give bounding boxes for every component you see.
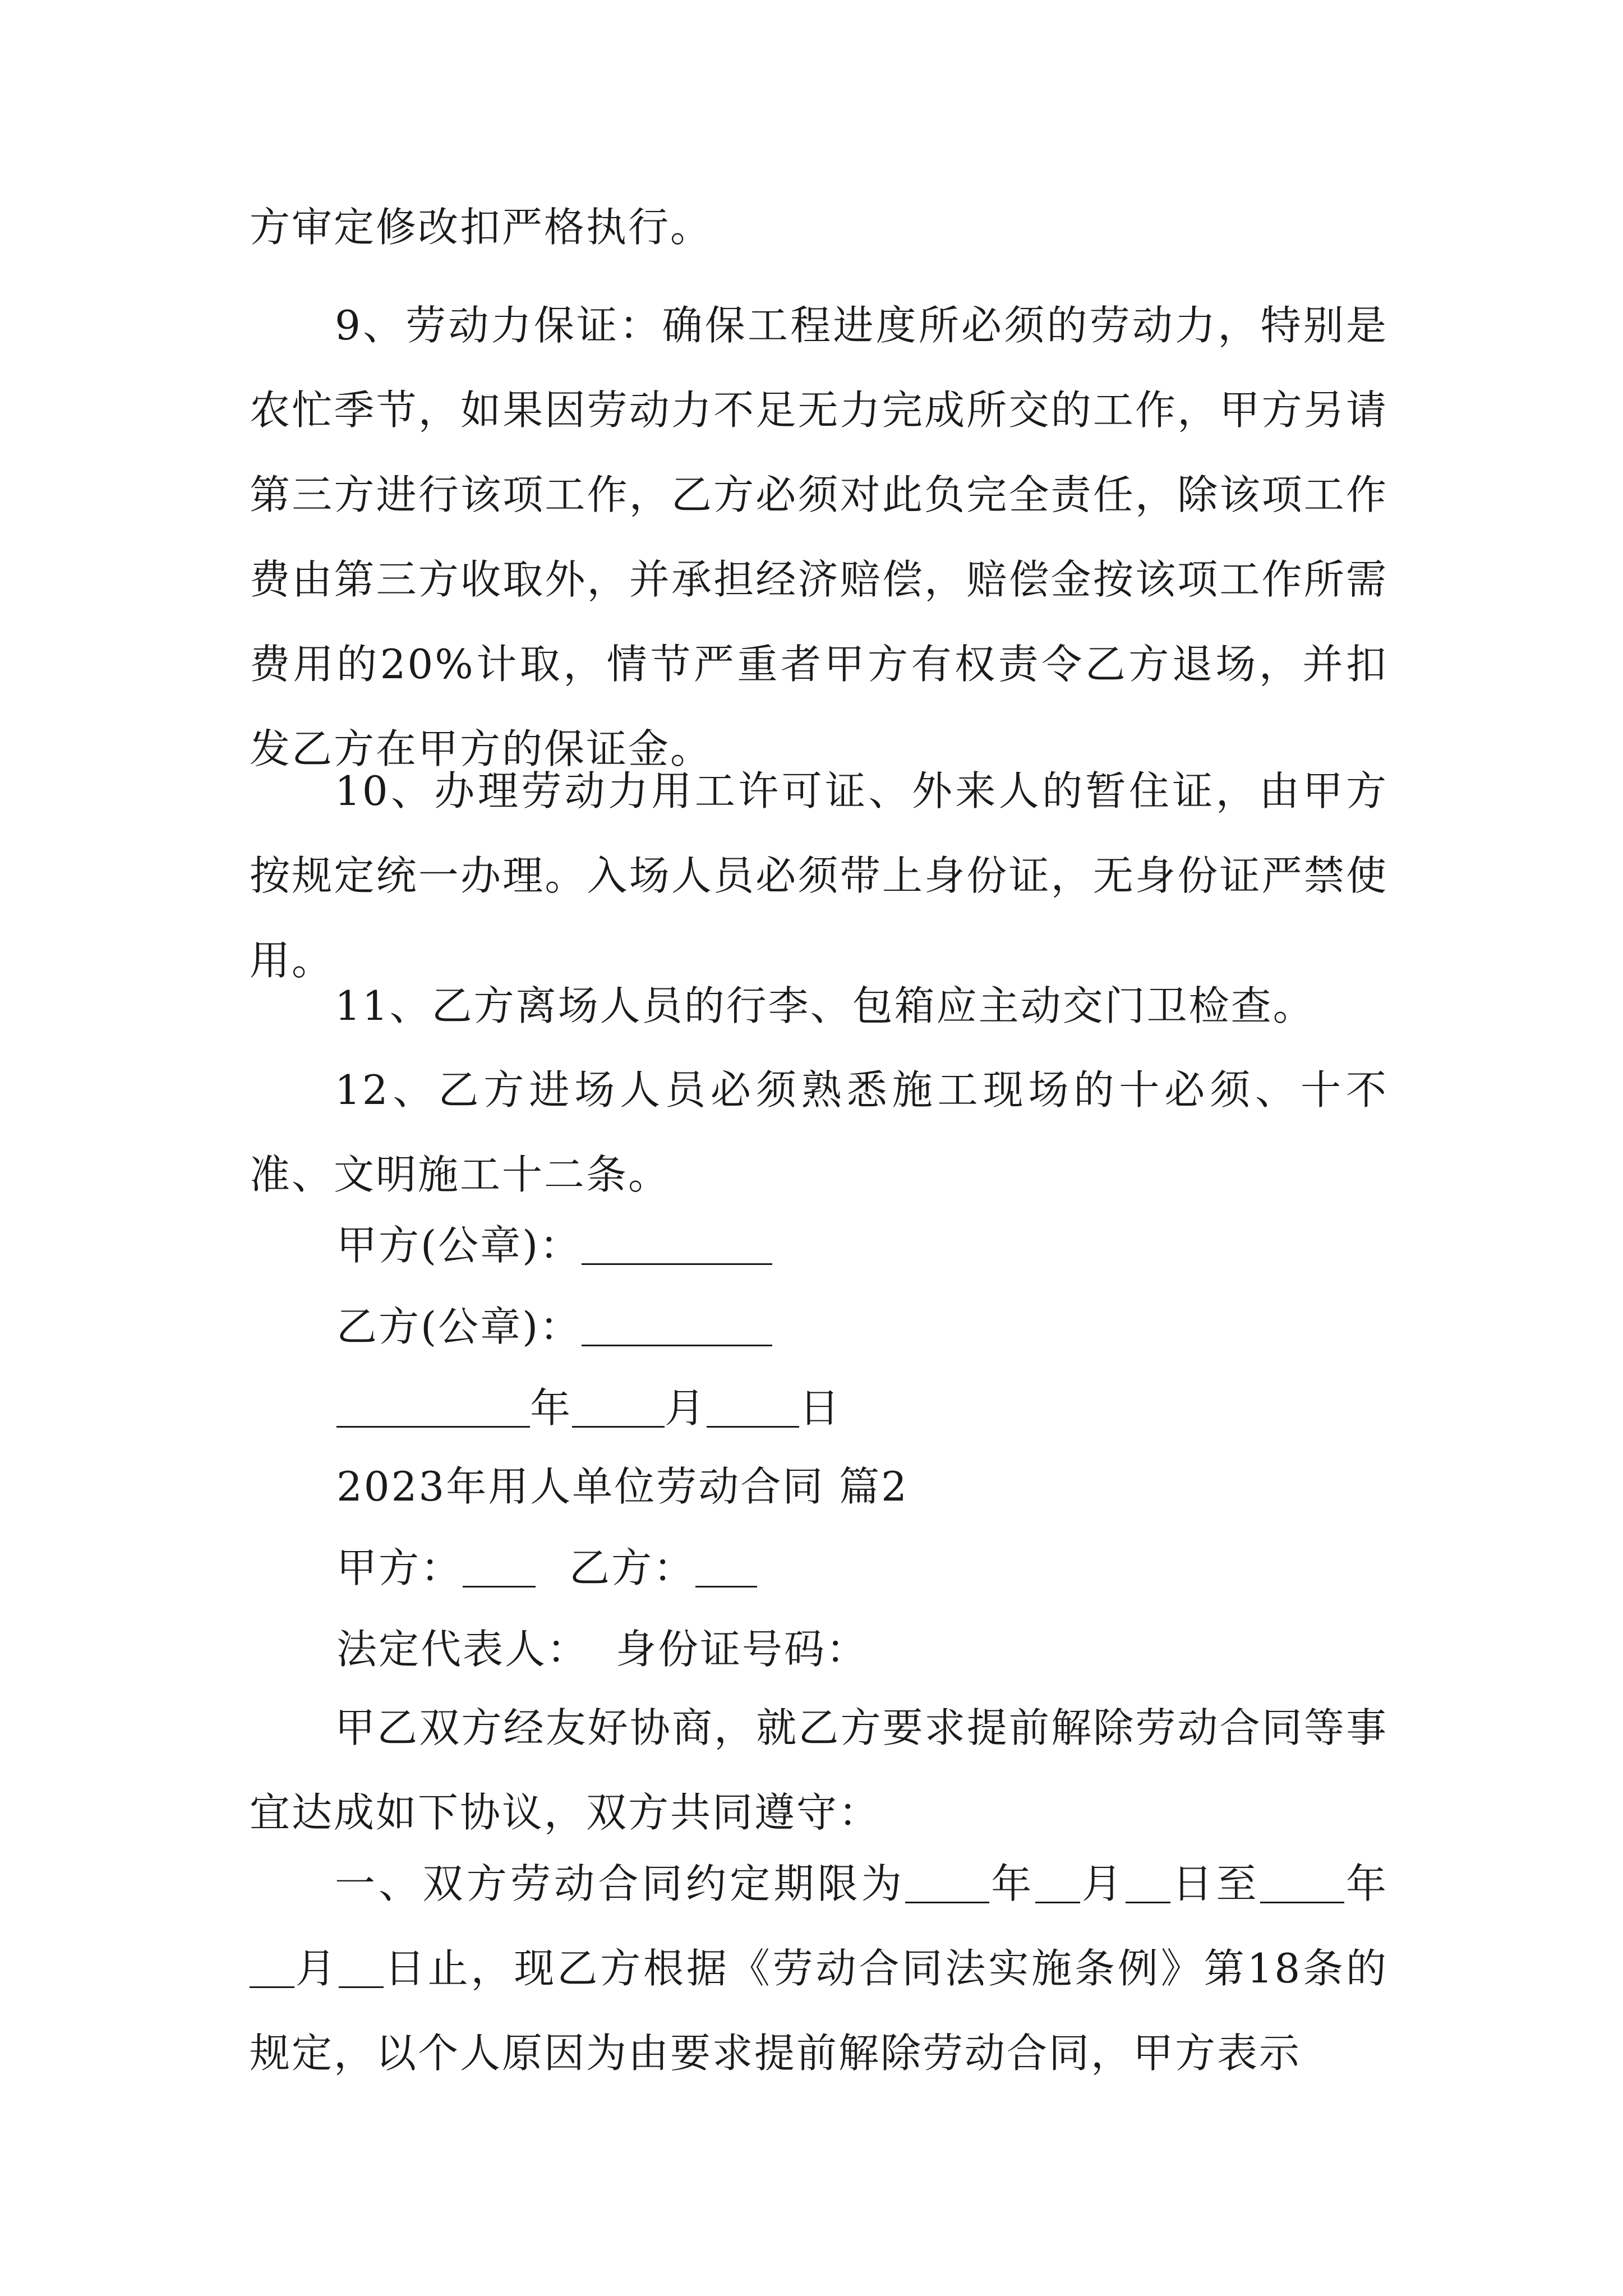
contract-2-party-a-blank[interactable]: [463, 1542, 536, 1588]
year-suffix: 年: [530, 1384, 573, 1432]
day-suffix: 日: [799, 1384, 842, 1432]
day-blank[interactable]: [707, 1382, 799, 1428]
clause-12: 12、乙方进场人员必须熟悉施工现场的十必须、十不准、文明施工十二条。: [250, 1066, 1388, 1198]
month-suffix: 月: [665, 1384, 707, 1432]
party-b-seal-blank[interactable]: [582, 1301, 772, 1346]
signature-date-line: [336, 1366, 841, 1450]
party-b-seal-label: 乙方(公章)：: [336, 1303, 582, 1350]
clause-1-year1-blank[interactable]: [905, 1858, 989, 1903]
month-blank[interactable]: [572, 1382, 665, 1428]
contract-2-party-b-label: 乙方：: [569, 1544, 696, 1591]
clause-1-month1-blank[interactable]: [1035, 1858, 1080, 1903]
party-a-seal-line: [336, 1203, 772, 1287]
representative-label: 法定代表人：: [336, 1626, 589, 1673]
continuation-line: 方审定修改扣严格执行。: [250, 204, 713, 251]
contract-2-party-b-blank[interactable]: [695, 1542, 757, 1588]
clause-1-month2-blank[interactable]: [250, 1943, 294, 1988]
contract-2-party-a-label: 甲方：: [336, 1544, 463, 1591]
clause-1-day1-blank[interactable]: [1126, 1858, 1170, 1903]
clause-1-day1-suffix: 日至: [1170, 1860, 1260, 1907]
party-a-seal-label: 甲方(公章)：: [336, 1222, 582, 1269]
id-number-label: 身份证号码：: [616, 1626, 869, 1673]
clause-1-month2-suffix: 月: [294, 1945, 339, 1992]
contract-2-intro: 甲乙双方经友好协商，就乙方要求提前解除劳动合同等事宜达成如下协议，双方共同遵守：: [250, 1704, 1388, 1836]
contract-2-title: 2023年用人单位劳动合同 篇2: [336, 1463, 909, 1510]
party-b-seal-line: [336, 1285, 772, 1369]
clause-1-year2-suffix: 年: [1344, 1860, 1388, 1907]
year-blank[interactable]: [336, 1382, 530, 1428]
clause-1-lead: 一、双方劳动合同约定期限为: [335, 1860, 906, 1907]
clause-1-year1-suffix: 年: [989, 1860, 1035, 1907]
contract-2-clause-1: [250, 1842, 1388, 2096]
clause-1-year2-blank[interactable]: [1260, 1858, 1344, 1903]
contract-2-parties-line: [336, 1526, 757, 1610]
clause-10: 10、办理劳动力用工许可证、外来人的暂住证，由甲方按规定统一办理。入场人员必须带上身份证，无身份证严禁使用。: [250, 767, 1388, 984]
clause-1-day2-blank[interactable]: [339, 1943, 384, 1988]
clause-9: 9、劳动力保证：确保工程进度所必须的劳动力，特别是农忙季节，如果因劳动力不足无力完成所交的工作，甲方另请第三方进行该项工作，乙方必须对此负完全责任，除该项工作费由第三方收取外，并承担经济赔偿，赔偿金按该项工作所需费用的20%计取，情节严重者甲方有权责令乙方退场，并扣发乙方在甲方的保证金。: [250, 302, 1388, 772]
party-a-seal-blank[interactable]: [582, 1220, 772, 1265]
clause-11: 11、乙方离场人员的行李、包箱应主动交门卫检查。: [335, 982, 1315, 1029]
contract-2-representative-line: [336, 1607, 868, 1691]
clause-1-rest: 日止，现乙方根据《劳动合同法实施条例》第18条的规定，以个人原因为由要求提前解除劳动合同，甲方表示: [250, 1945, 1388, 2077]
clause-1-month1-suffix: 月: [1080, 1860, 1126, 1907]
